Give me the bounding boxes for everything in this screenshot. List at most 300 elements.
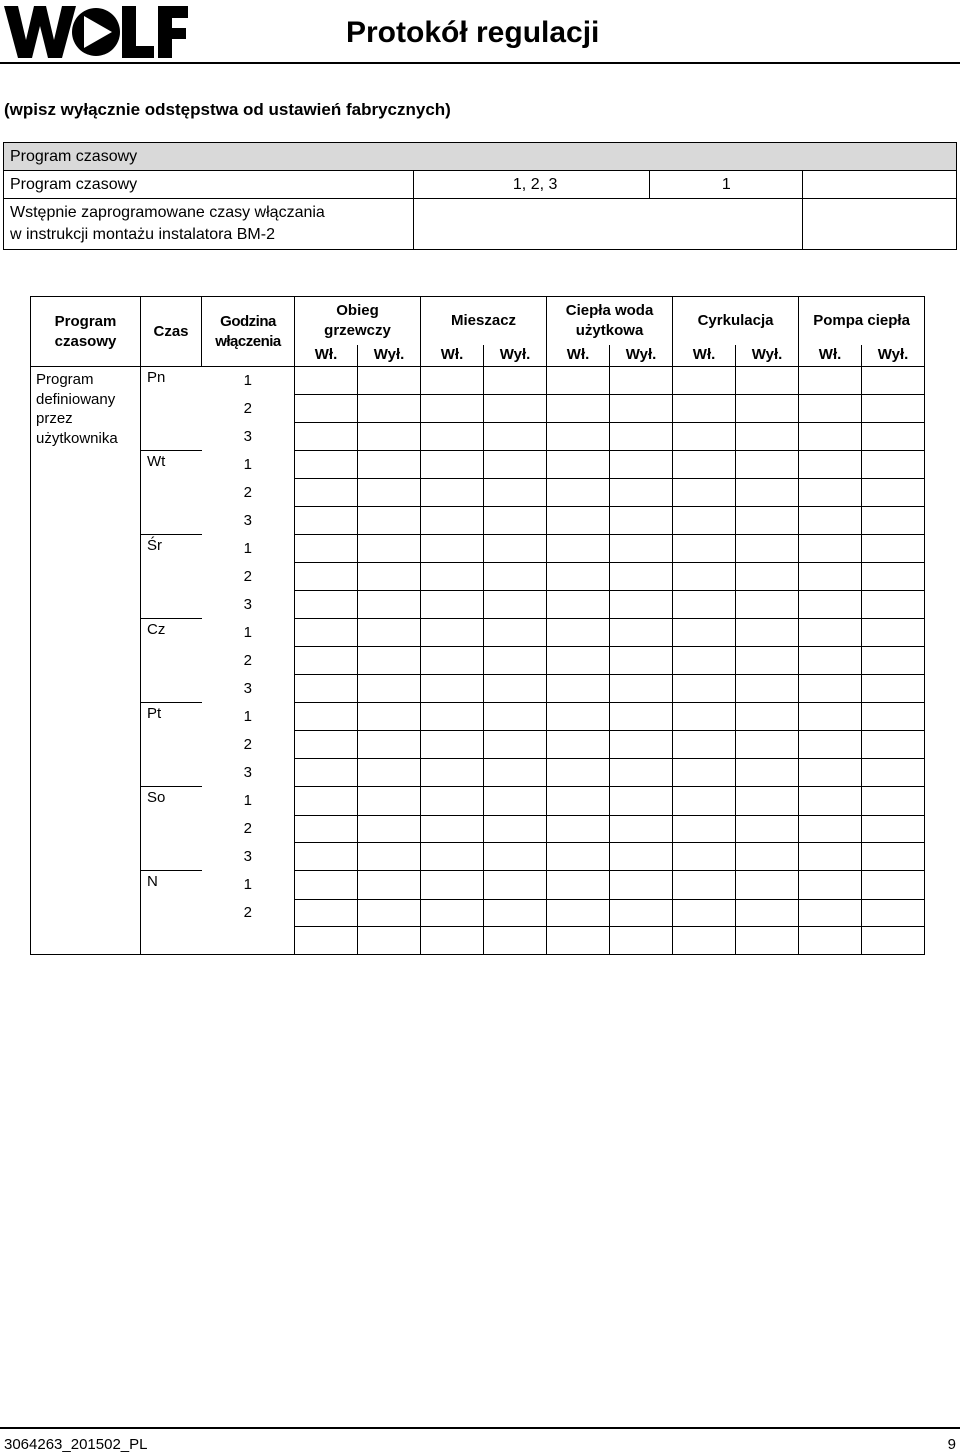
on-time-cell[interactable] — [547, 899, 610, 927]
day-label-blank — [141, 759, 202, 787]
off-time-cell[interactable] — [358, 563, 421, 591]
on-time-cell[interactable] — [673, 815, 736, 843]
on-time-cell[interactable] — [673, 479, 736, 507]
off-time-cell[interactable] — [736, 591, 799, 619]
schedule-row — [31, 759, 925, 787]
instruction-subtitle: (wpisz wyłącznie odstępstwa od ustawień fabrycznych) — [4, 100, 451, 119]
off-time-cell[interactable] — [862, 927, 925, 955]
slot-number: 1 — [202, 451, 295, 479]
slot-number: 2 — [202, 731, 295, 759]
off-time-cell[interactable] — [358, 535, 421, 563]
on-time-cell[interactable] — [295, 506, 358, 534]
off-time-cell[interactable] — [358, 367, 421, 395]
col-program-line2: czasowy — [54, 332, 117, 350]
on-time-cell[interactable] — [547, 703, 610, 731]
on-time-cell[interactable] — [547, 647, 610, 675]
on-column-header: Wł. — [799, 345, 862, 367]
on-time-cell[interactable] — [799, 506, 862, 534]
on-time-cell[interactable] — [673, 927, 736, 955]
slot-number: 3 — [202, 591, 295, 619]
on-time-cell[interactable] — [799, 843, 862, 871]
on-time-cell[interactable] — [799, 899, 862, 927]
off-time-cell[interactable] — [736, 647, 799, 675]
on-time-cell[interactable] — [547, 479, 610, 507]
off-time-cell[interactable] — [484, 535, 547, 563]
on-time-cell[interactable] — [295, 675, 358, 703]
on-column-header: Wł. — [421, 345, 484, 367]
col-czas-header: Czas — [141, 297, 202, 367]
on-time-cell[interactable] — [295, 647, 358, 675]
off-time-cell[interactable] — [484, 619, 547, 647]
on-column-header: Wł. — [295, 345, 358, 367]
schedule-table — [30, 296, 925, 955]
schedule-row — [31, 591, 925, 619]
on-time-cell[interactable] — [547, 731, 610, 759]
slot-number: 2 — [202, 815, 295, 843]
off-time-cell[interactable] — [736, 563, 799, 591]
off-time-cell[interactable] — [862, 759, 925, 787]
summary-preset-cell-2[interactable] — [803, 199, 957, 250]
off-column-header: Wył. — [736, 345, 799, 367]
on-time-cell[interactable] — [799, 731, 862, 759]
on-time-cell[interactable] — [421, 619, 484, 647]
off-time-cell[interactable] — [862, 675, 925, 703]
on-time-cell[interactable] — [421, 899, 484, 927]
col-godzina-line2: włączenia — [215, 332, 281, 350]
on-time-cell[interactable] — [673, 675, 736, 703]
day-label: Wt — [141, 451, 202, 479]
off-time-cell[interactable] — [610, 899, 673, 927]
on-time-cell[interactable] — [421, 815, 484, 843]
off-time-cell[interactable] — [484, 927, 547, 955]
off-time-cell[interactable] — [736, 451, 799, 479]
col-program-line1: Program — [54, 312, 117, 330]
page-title: Protokół regulacji — [346, 16, 600, 49]
off-time-cell[interactable] — [484, 787, 547, 815]
on-time-cell[interactable] — [421, 422, 484, 450]
off-time-cell[interactable] — [736, 619, 799, 647]
off-time-cell[interactable] — [610, 535, 673, 563]
on-time-cell[interactable] — [295, 591, 358, 619]
group-header-mieszacz: Mieszacz — [421, 297, 547, 345]
on-time-cell[interactable] — [421, 367, 484, 395]
summary-preset-note — [4, 199, 414, 250]
off-time-cell[interactable] — [484, 731, 547, 759]
off-time-cell[interactable] — [358, 759, 421, 787]
schedule-row — [31, 479, 925, 507]
on-time-cell[interactable] — [673, 759, 736, 787]
group-header-pompa: Pompa ciepła — [799, 297, 925, 345]
schedule-row — [31, 787, 925, 815]
program-label-line: użytkownika — [36, 429, 118, 447]
on-time-cell[interactable] — [421, 506, 484, 534]
on-time-cell[interactable] — [295, 367, 358, 395]
off-time-cell[interactable] — [358, 731, 421, 759]
on-time-cell[interactable] — [547, 535, 610, 563]
off-time-cell[interactable] — [610, 871, 673, 899]
off-column-header: Wył. — [358, 345, 421, 367]
summary-row-label: Program czasowy — [4, 171, 414, 199]
slot-number: 3 — [202, 843, 295, 871]
on-time-cell[interactable] — [673, 619, 736, 647]
slot-number: 2 — [202, 899, 295, 927]
off-time-cell[interactable] — [736, 506, 799, 534]
off-time-cell[interactable] — [862, 731, 925, 759]
on-time-cell[interactable] — [673, 731, 736, 759]
footer-rule — [0, 1427, 960, 1429]
on-time-cell[interactable] — [295, 899, 358, 927]
off-time-cell[interactable] — [484, 451, 547, 479]
program-label-line: Program — [36, 371, 94, 388]
day-label-blank — [141, 843, 202, 871]
off-time-cell[interactable] — [358, 703, 421, 731]
on-time-cell[interactable] — [547, 451, 610, 479]
off-time-cell[interactable] — [736, 367, 799, 395]
on-time-cell[interactable] — [799, 422, 862, 450]
summary-header: Program czasowy — [4, 143, 957, 171]
day-label-blank — [141, 675, 202, 703]
off-time-cell[interactable] — [358, 451, 421, 479]
on-time-cell[interactable] — [799, 591, 862, 619]
on-time-cell[interactable] — [421, 479, 484, 507]
on-time-cell[interactable] — [673, 871, 736, 899]
off-time-cell[interactable] — [358, 871, 421, 899]
col-godzina-header — [202, 297, 295, 367]
off-time-cell[interactable] — [610, 367, 673, 395]
on-time-cell[interactable] — [799, 619, 862, 647]
on-time-cell[interactable] — [673, 422, 736, 450]
off-time-cell[interactable] — [862, 451, 925, 479]
on-time-cell[interactable] — [421, 395, 484, 423]
program-summary-table — [3, 142, 957, 250]
off-time-cell[interactable] — [610, 815, 673, 843]
day-label-blank — [141, 591, 202, 619]
schedule-row — [31, 871, 925, 899]
on-time-cell[interactable] — [295, 563, 358, 591]
on-time-cell[interactable] — [547, 759, 610, 787]
off-time-cell[interactable] — [610, 703, 673, 731]
on-time-cell[interactable] — [673, 787, 736, 815]
off-column-header: Wył. — [610, 345, 673, 367]
off-time-cell[interactable] — [610, 395, 673, 423]
off-time-cell[interactable] — [736, 787, 799, 815]
on-time-cell[interactable] — [421, 759, 484, 787]
off-time-cell[interactable] — [862, 591, 925, 619]
off-time-cell[interactable] — [610, 619, 673, 647]
on-time-cell[interactable] — [547, 591, 610, 619]
off-time-cell[interactable] — [862, 563, 925, 591]
off-time-cell[interactable] — [736, 759, 799, 787]
schedule-row — [31, 731, 925, 759]
on-time-cell[interactable] — [547, 367, 610, 395]
off-time-cell[interactable] — [862, 395, 925, 423]
off-time-cell[interactable] — [862, 619, 925, 647]
off-time-cell[interactable] — [610, 591, 673, 619]
slot-number: 3 — [202, 759, 295, 787]
off-time-cell[interactable] — [736, 395, 799, 423]
off-time-cell[interactable] — [736, 731, 799, 759]
off-time-cell[interactable] — [862, 703, 925, 731]
on-time-cell[interactable] — [295, 927, 358, 955]
schedule-row — [31, 451, 925, 479]
day-label: N — [141, 871, 202, 899]
slot-number: 2 — [202, 647, 295, 675]
off-time-cell[interactable] — [736, 815, 799, 843]
page-number: 9 — [947, 1436, 956, 1453]
off-time-cell[interactable] — [862, 787, 925, 815]
on-time-cell[interactable] — [295, 815, 358, 843]
summary-preset-cell[interactable] — [413, 199, 803, 250]
off-time-cell[interactable] — [358, 815, 421, 843]
off-time-cell[interactable] — [736, 927, 799, 955]
on-column-header: Wł. — [547, 345, 610, 367]
day-label-blank — [141, 563, 202, 591]
on-time-cell[interactable] — [295, 787, 358, 815]
group-header-obieg — [295, 297, 421, 345]
off-time-cell[interactable] — [484, 899, 547, 927]
on-time-cell[interactable] — [295, 451, 358, 479]
on-time-cell[interactable] — [421, 451, 484, 479]
slot-number: 2 — [202, 479, 295, 507]
preset-note-line2: w instrukcji montażu instalatora BM-2 — [10, 226, 275, 243]
day-label: Śr — [141, 535, 202, 563]
on-time-cell[interactable] — [547, 843, 610, 871]
off-time-cell[interactable] — [610, 451, 673, 479]
off-time-cell[interactable] — [484, 422, 547, 450]
day-label: Pt — [141, 703, 202, 731]
schedule-row — [31, 367, 925, 395]
off-time-cell[interactable] — [358, 422, 421, 450]
off-time-cell[interactable] — [736, 422, 799, 450]
off-time-cell[interactable] — [862, 367, 925, 395]
slot-number: 1 — [202, 787, 295, 815]
off-time-cell[interactable] — [484, 871, 547, 899]
off-column-header: Wył. — [862, 345, 925, 367]
group-obieg-line1: Obieg — [336, 301, 379, 319]
day-label: Pn — [141, 367, 202, 395]
off-time-cell[interactable] — [484, 591, 547, 619]
summary-row-value: 1 — [650, 171, 803, 199]
off-time-cell[interactable] — [358, 647, 421, 675]
on-time-cell[interactable] — [799, 563, 862, 591]
off-time-cell[interactable] — [862, 899, 925, 927]
on-time-cell[interactable] — [799, 871, 862, 899]
on-time-cell[interactable] — [673, 703, 736, 731]
on-time-cell[interactable] — [295, 535, 358, 563]
summary-row-range: 1, 2, 3 — [413, 171, 650, 199]
off-time-cell[interactable] — [484, 703, 547, 731]
off-time-cell[interactable] — [484, 675, 547, 703]
off-time-cell[interactable] — [610, 731, 673, 759]
off-time-cell[interactable] — [610, 647, 673, 675]
off-time-cell[interactable] — [736, 899, 799, 927]
off-time-cell[interactable] — [862, 843, 925, 871]
off-column-header: Wył. — [484, 345, 547, 367]
on-time-cell[interactable] — [799, 479, 862, 507]
day-label-blank — [141, 731, 202, 759]
on-time-cell[interactable] — [673, 899, 736, 927]
off-time-cell[interactable] — [484, 647, 547, 675]
on-time-cell[interactable] — [673, 591, 736, 619]
off-time-cell[interactable] — [862, 871, 925, 899]
slot-number — [202, 927, 295, 955]
program-label-line: przez — [36, 410, 73, 427]
on-time-cell[interactable] — [421, 591, 484, 619]
on-time-cell[interactable] — [547, 815, 610, 843]
on-time-cell[interactable] — [295, 395, 358, 423]
on-time-cell[interactable] — [421, 731, 484, 759]
slot-number: 2 — [202, 395, 295, 423]
on-time-cell[interactable] — [799, 647, 862, 675]
off-time-cell[interactable] — [610, 759, 673, 787]
on-time-cell[interactable] — [673, 563, 736, 591]
on-time-cell[interactable] — [799, 703, 862, 731]
off-time-cell[interactable] — [862, 479, 925, 507]
slot-number: 1 — [202, 619, 295, 647]
on-time-cell[interactable] — [295, 619, 358, 647]
day-label-blank — [141, 647, 202, 675]
off-time-cell[interactable] — [484, 759, 547, 787]
off-time-cell[interactable] — [484, 843, 547, 871]
on-time-cell[interactable] — [799, 367, 862, 395]
schedule-row — [31, 395, 925, 423]
on-time-cell[interactable] — [295, 759, 358, 787]
day-label: So — [141, 787, 202, 815]
day-label-blank — [141, 815, 202, 843]
on-time-cell[interactable] — [673, 451, 736, 479]
schedule-row — [31, 703, 925, 731]
on-time-cell[interactable] — [799, 787, 862, 815]
off-time-cell[interactable] — [736, 703, 799, 731]
off-time-cell[interactable] — [610, 422, 673, 450]
on-time-cell[interactable] — [547, 787, 610, 815]
on-time-cell[interactable] — [799, 451, 862, 479]
schedule-row — [31, 647, 925, 675]
on-time-cell[interactable] — [295, 871, 358, 899]
slot-number: 1 — [202, 703, 295, 731]
on-time-cell[interactable] — [295, 703, 358, 731]
on-time-cell[interactable] — [421, 647, 484, 675]
on-time-cell[interactable] — [295, 843, 358, 871]
on-time-cell[interactable] — [547, 563, 610, 591]
on-time-cell[interactable] — [673, 395, 736, 423]
col-godzina-line1: Godzina — [220, 312, 276, 330]
on-time-cell[interactable] — [421, 927, 484, 955]
off-time-cell[interactable] — [358, 675, 421, 703]
off-time-cell[interactable] — [862, 535, 925, 563]
on-time-cell[interactable] — [295, 479, 358, 507]
off-time-cell[interactable] — [358, 591, 421, 619]
schedule-row — [31, 506, 925, 534]
off-time-cell[interactable] — [610, 479, 673, 507]
off-time-cell[interactable] — [862, 506, 925, 534]
off-time-cell[interactable] — [358, 395, 421, 423]
off-time-cell[interactable] — [736, 675, 799, 703]
off-time-cell[interactable] — [358, 843, 421, 871]
on-time-cell[interactable] — [547, 619, 610, 647]
on-time-cell[interactable] — [421, 703, 484, 731]
on-time-cell[interactable] — [673, 843, 736, 871]
off-time-cell[interactable] — [484, 479, 547, 507]
on-time-cell[interactable] — [421, 675, 484, 703]
on-time-cell[interactable] — [295, 731, 358, 759]
off-time-cell[interactable] — [736, 535, 799, 563]
off-time-cell[interactable] — [358, 927, 421, 955]
on-time-cell[interactable] — [547, 422, 610, 450]
on-time-cell[interactable] — [673, 506, 736, 534]
off-time-cell[interactable] — [358, 619, 421, 647]
schedule-row — [31, 815, 925, 843]
on-time-cell[interactable] — [799, 927, 862, 955]
off-time-cell[interactable] — [610, 843, 673, 871]
group-header-cyrkulacja: Cyrkulacja — [673, 297, 799, 345]
off-time-cell[interactable] — [610, 506, 673, 534]
on-time-cell[interactable] — [421, 563, 484, 591]
off-time-cell[interactable] — [484, 815, 547, 843]
on-time-cell[interactable] — [421, 871, 484, 899]
off-time-cell[interactable] — [484, 563, 547, 591]
off-time-cell[interactable] — [358, 479, 421, 507]
on-time-cell[interactable] — [799, 535, 862, 563]
off-time-cell[interactable] — [736, 871, 799, 899]
slot-number: 1 — [202, 871, 295, 899]
on-time-cell[interactable] — [547, 395, 610, 423]
on-time-cell[interactable] — [799, 395, 862, 423]
on-time-cell[interactable] — [421, 843, 484, 871]
off-time-cell[interactable] — [610, 675, 673, 703]
off-time-cell[interactable] — [358, 787, 421, 815]
on-time-cell[interactable] — [547, 871, 610, 899]
on-time-cell[interactable] — [421, 787, 484, 815]
on-time-cell[interactable] — [799, 759, 862, 787]
off-time-cell[interactable] — [610, 927, 673, 955]
on-time-cell[interactable] — [799, 815, 862, 843]
off-time-cell[interactable] — [358, 506, 421, 534]
off-time-cell[interactable] — [736, 843, 799, 871]
on-time-cell[interactable] — [547, 675, 610, 703]
on-time-cell[interactable] — [799, 675, 862, 703]
off-time-cell[interactable] — [484, 367, 547, 395]
document-code: 3064263_201502_PL — [4, 1436, 148, 1453]
on-time-cell[interactable] — [421, 535, 484, 563]
on-time-cell[interactable] — [295, 422, 358, 450]
off-time-cell[interactable] — [862, 422, 925, 450]
group-header-cwu — [547, 297, 673, 345]
on-column-header: Wł. — [673, 345, 736, 367]
day-label-blank — [141, 422, 202, 450]
group-cwu-line2: użytkowa — [575, 321, 644, 339]
slot-number: 3 — [202, 675, 295, 703]
slot-number: 1 — [202, 367, 295, 395]
group-obieg-line2: grzewczy — [324, 321, 391, 339]
on-time-cell[interactable] — [547, 506, 610, 534]
on-time-cell[interactable] — [547, 927, 610, 955]
off-time-cell[interactable] — [610, 563, 673, 591]
off-time-cell[interactable] — [484, 506, 547, 534]
on-time-cell[interactable] — [673, 367, 736, 395]
on-time-cell[interactable] — [673, 535, 736, 563]
off-time-cell[interactable] — [736, 479, 799, 507]
on-time-cell[interactable] — [673, 647, 736, 675]
off-time-cell[interactable] — [610, 787, 673, 815]
off-time-cell[interactable] — [862, 647, 925, 675]
off-time-cell[interactable] — [484, 395, 547, 423]
summary-row-blank[interactable] — [803, 171, 957, 199]
off-time-cell[interactable] — [358, 899, 421, 927]
day-label-blank — [141, 479, 202, 507]
off-time-cell[interactable] — [862, 815, 925, 843]
slot-number: 3 — [202, 422, 295, 450]
